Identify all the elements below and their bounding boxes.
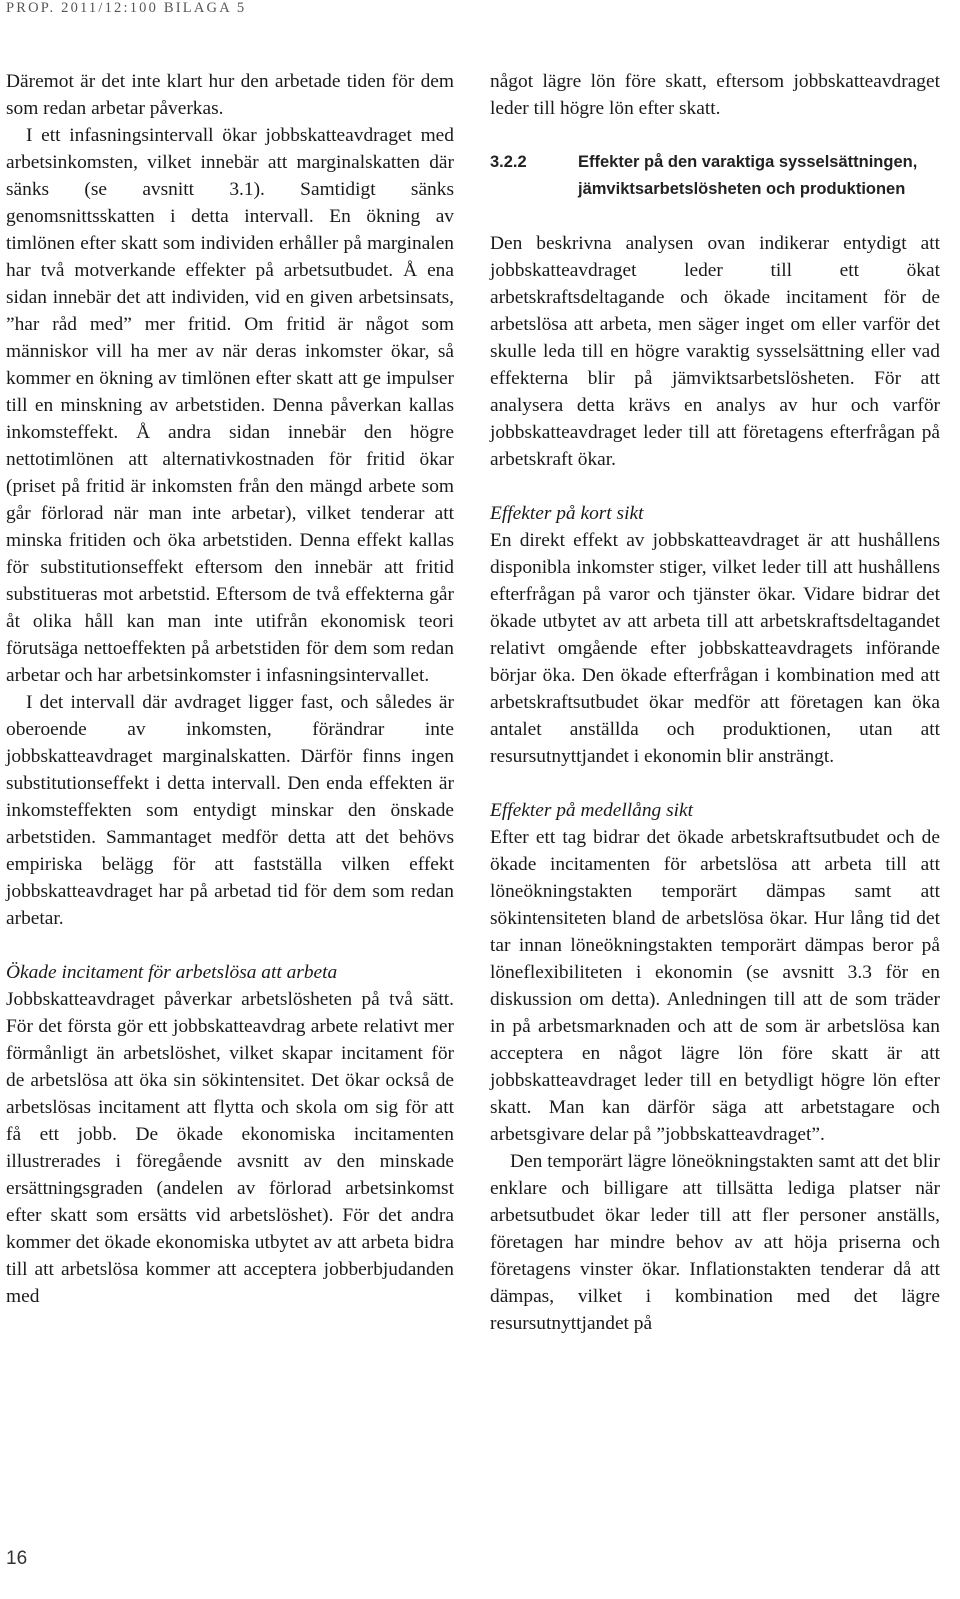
right-column — [490, 68, 940, 1337]
section-heading — [490, 149, 940, 203]
paragraph: Däremot är det inte klart hur den arbetade tiden för dem som redan arbetar påverkas. — [6, 71, 454, 119]
paragraph: Den beskrivna analysen ovan indikerar entydigt att jobbskatteavdraget leder till ett ökat arbetskraftsdeltagande och ökade incitament för de arbetslösa att arbeta, men säger inget om eller varför det skulle leda till en högre varaktig sysselsättning eller vad effekterna blir på jämviktsarbetslösheten. För att analysera detta krävs en analys av hur och varför jobbskatteavdraget leder till att företagens efterfrågan på arbetskraft ökar. — [490, 233, 940, 470]
left-column — [6, 68, 454, 1310]
paragraph: I det intervall där avdraget ligger fast, och således är oberoende av inkomsten, förändrar inte jobbskatteavdraget marginalskatten. Därför finns ingen substitutionseffekt i detta intervall. Den enda effekten är inkomsteffekten som entydigt minskar den önskade arbetstiden. Sammantaget medför detta att det behövs empiriska belägg för att fastställa vilken effekt jobbskatteavdraget har på arbetad tid för dem som redan arbetar. — [6, 692, 454, 929]
paragraph: En direkt effekt av jobbskatteavdraget är att hushållens disponibla inkomster stiger, vilket leder till att hushållens efterfrågan på varor och tjänster ökar. Vidare bidrar det ökade utbytet av att arbeta till att arbetskraftsdeltagandet relativt omgående efter jobbskatteavdragets införande börjar öka. Den ökade efterfrågan i kombination med att arbetskraftsutbudet ökar medför att företagen kan öka antalet anställda och produktionen, utan att resursutnyttjandet i ekonomin blir ansträngt. — [490, 530, 940, 767]
subheading: Ökade incitament för arbetslösa att arbeta — [6, 962, 338, 983]
paragraph: I ett infasningsintervall ökar jobbskatteavdraget med arbetsinkomsten, vilket innebär att marginalskatten där sänks (se avsnitt 3.1). Samtidigt sänks genomsnittsskatten i detta intervall. En ökning av timlönen efter skatt som individen erhåller på marginalen har två motverkande effekter på arbetsutbudet. Å ena sidan innebär det att individen, vid en given arbetsinsats, ”har råd med” mer fritid. Om fritid är något som människor vill ha mer av när deras inkomster ökar, så kommer en ökning av timlönen efter skatt att ge impulser till en minskning av arbetstiden. Denna påverkan kallas inkomsteffekt. Å andra sidan innebär den högre nettotimlönen att alternativkostnaden för fritid ökar (priset på fritid är inkomsten från den mängd arbete som går förlorad när man inte arbetar), vilket tenderar att minska fritiden och öka arbetstiden. Denna effekt kallas för substitutionseffekt eftersom den innebär att fritid substitueras mot arbetstid. Eftersom de två effekterna går åt olika håll kan man inte utifrån ekonomisk teori förutsäga nettoeffekten på arbetstiden för dem som redan arbetar och har arbetsinkomster i infasningsintervallet. — [6, 125, 454, 686]
page-number: 16 — [6, 1548, 28, 1569]
subheading: Effekter på kort sikt — [490, 503, 644, 524]
section-title: Effekter på den varaktiga sysselsättningen, jämviktsarbetslösheten och produktionen — [578, 153, 918, 198]
running-header: PROP. 2011/12:100 BILAGA 5 — [6, 0, 247, 16]
paragraph: Efter ett tag bidrar det ökade arbetskraftsutbudet och de ökade incitamenten för arbetslösa att arbeta till att löneökningstakten temporärt dämpas samt att sökintensiteten bland de arbetslösa ökar. Hur lång tid det tar innan löneökningstakten temporärt dämpas beror på löneflexibiliteten i ekonomin (se avsnitt 3.3 för en diskussion om detta). Anledningen till att de som träder in på arbetsmarknaden och att de som är arbetslösa kan acceptera en något lägre lön före skatt är att jobbskatteavdraget leder till en betydligt högre lön efter skatt. Man kan därför säga att arbetstagare och arbetsgivare delar på ”jobbskatteavdraget”. — [490, 827, 940, 1145]
paragraph: Den temporärt lägre löneökningstakten samt att det blir enklare och billigare att tillsätta lediga platser när arbetsutbudet ökar leder till att fler personer anställs, företagen har mindre behov av att höja priserna och företagens vinster ökar. Inflationstakten tenderar då att dämpas, vilket i kombination med det lägre resursutnyttjandet på — [490, 1151, 940, 1334]
subheading: Effekter på medellång sikt — [490, 800, 694, 821]
paragraph: Jobbskatteavdraget påverkar arbetslösheten på två sätt. För det första gör ett jobbskatteavdrag arbete relativt mer förmånligt än arbetslöshet, vilket skapar incitament för de arbetslösa att öka sin sökintensitet. Det ökar också de arbetslösas incitament att flytta och skola om sig för att få ett jobb. De ökade ekonomiska incitamenten illustrerades i föregående avsnitt av den minskade ersättningsgraden (andelen av förlorad arbetsinkomst efter skatt som ersätts vid arbetslöshet). För det andra kommer det ökade ekonomiska utbytet av att arbeta bidra till att arbetslösa kommer att acceptera jobberbjudanden med — [6, 989, 454, 1307]
paragraph: något lägre lön före skatt, eftersom jobbskatteavdraget leder till högre lön efter skatt. — [490, 71, 940, 119]
section-number: 3.2.2 — [490, 153, 527, 171]
